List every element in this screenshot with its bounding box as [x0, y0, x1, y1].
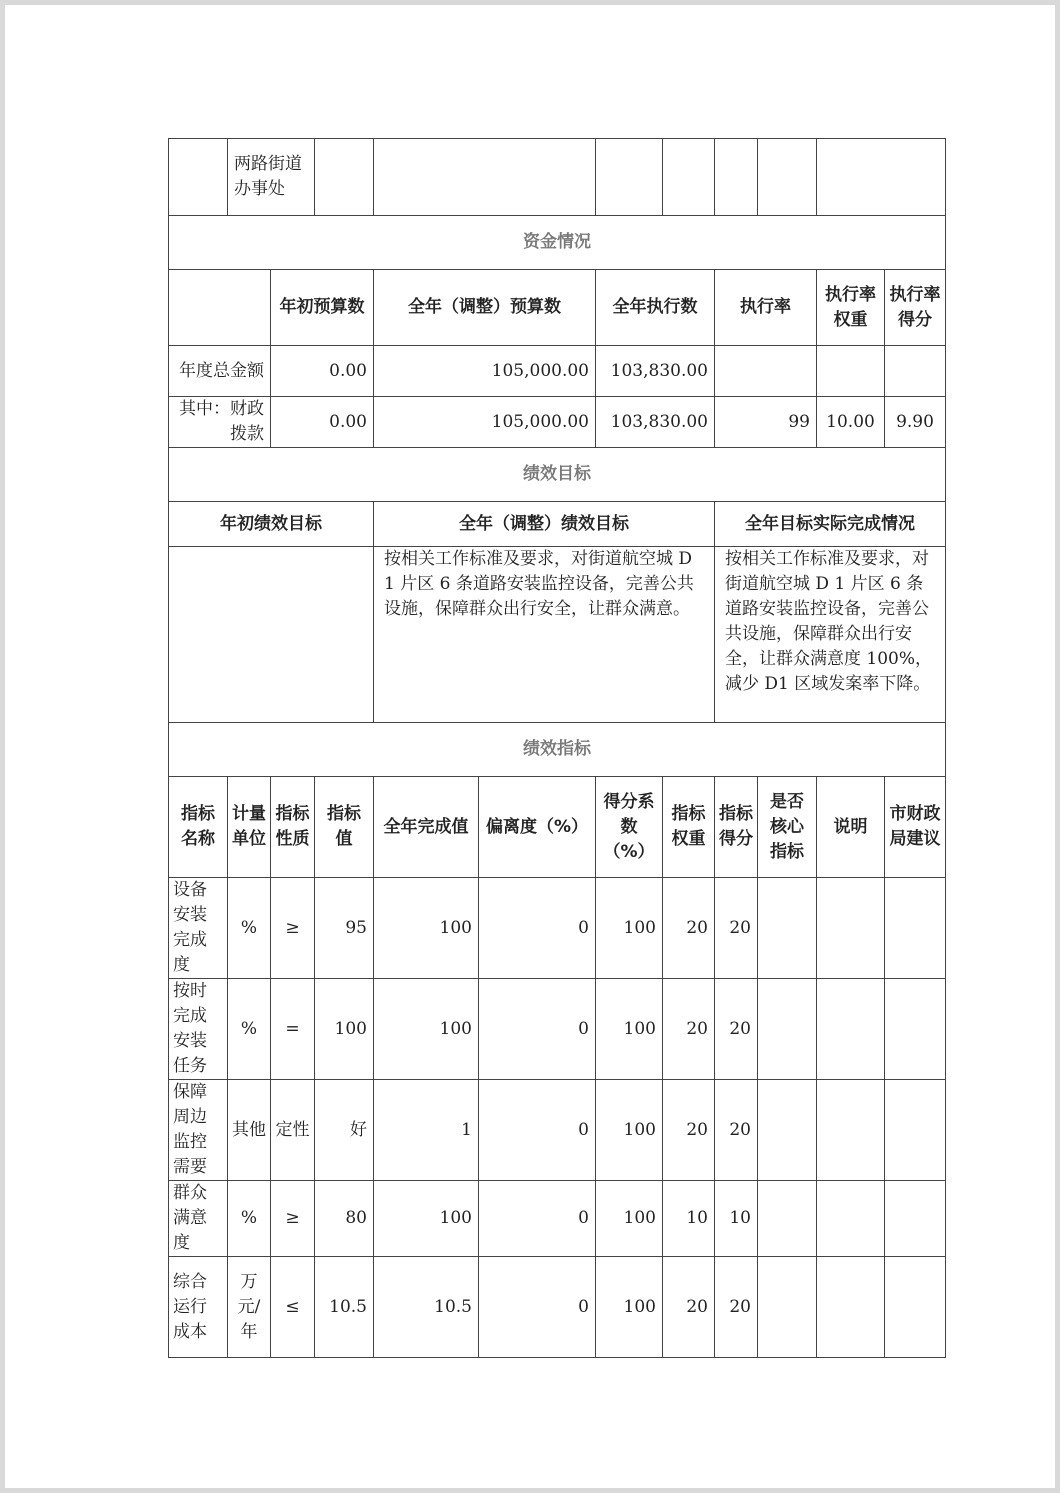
funds-row-label: 年度总金额 [169, 346, 271, 397]
funds-header-rate: 执行率 [715, 270, 817, 346]
ind-header-note: 说明 [817, 777, 885, 878]
goals-section-title: 绩效目标 [169, 448, 946, 502]
funds-row: 其中：财政拨款 0.00 105,000.00 103,830.00 99 10.00 9.90 [169, 397, 946, 448]
ind-header-unit: 计量单位 [228, 777, 271, 878]
ind-header-target: 指标值 [315, 777, 374, 878]
ind-header-actual: 全年完成值 [374, 777, 479, 878]
indicators-header-row [169, 777, 946, 878]
goals-header-row [169, 502, 946, 547]
indicator-row: 保障周边监控需要 其他 定性 好 1 0 100 20 20 [169, 1080, 946, 1181]
ind-header-advice: 市财政局建议 [885, 777, 946, 878]
funds-section-title: 资金情况 [169, 216, 946, 270]
ind-name: 群众满意度 [169, 1181, 228, 1257]
ind-header-nature: 指标性质 [271, 777, 315, 878]
goals-initial-text [169, 547, 374, 723]
goals-header-actual: 全年目标实际完成情况 [715, 502, 946, 547]
funds-header-score: 执行率得分 [885, 270, 946, 346]
ind-header-coef: 得分系数（%） [596, 777, 663, 878]
funds-header-executed: 全年执行数 [596, 270, 715, 346]
ind-header-weight: 指标权重 [663, 777, 715, 878]
funds-header-weight: 执行率权重 [817, 270, 885, 346]
top-row [169, 139, 946, 216]
funds-row-label: 其中：财政拨款 [169, 397, 271, 448]
indicator-row: 按时完成安装任务 % = 100 100 0 100 20 20 [169, 979, 946, 1080]
ind-name: 按时完成安装任务 [169, 979, 228, 1080]
ind-name: 保障周边监控需要 [169, 1080, 228, 1181]
indicator-row: 群众满意度 % ≥ 80 100 0 100 10 10 [169, 1181, 946, 1257]
goals-adjusted-text: 按相关工作标准及要求，对街道航空城 D 1 片区 6 条道路安装监控设备，完善公共设施，保障群众出行安全，让群众满意。 [374, 547, 715, 723]
indicator-row: 设备安装完成度 % ≥ 95 100 0 100 20 20 [169, 878, 946, 979]
funds-row: 年度总金额 0.00 105,000.00 103,830.00 [169, 346, 946, 397]
ind-header-core: 是否核心指标 [758, 777, 817, 878]
indicators-section-title: 绩效指标 [169, 723, 946, 777]
ind-header-score: 指标得分 [715, 777, 758, 878]
document-page [5, 5, 1055, 1488]
ind-name: 综合运行成本 [169, 1257, 228, 1358]
ind-header-name: 指标名称 [169, 777, 228, 878]
ind-header-deviation: 偏离度（%） [479, 777, 596, 878]
top-row-label: 两路街道办事处 [228, 139, 315, 216]
goals-header-adjusted: 全年（调整）绩效目标 [374, 502, 715, 547]
goals-header-initial: 年初绩效目标 [169, 502, 374, 547]
funds-header-initial: 年初预算数 [271, 270, 374, 346]
goals-content-row [169, 547, 946, 723]
goals-actual-text: 按相关工作标准及要求，对街道航空城 D 1 片区 6 条道路安装监控设备，完善公共设施，保障群众出行安全，让群众满意度 100%，减少 D1 区域发案率下降。 [715, 547, 946, 723]
indicator-row: 综合运行成本 万元/年 ≤ 10.5 10.5 0 100 20 20 [169, 1257, 946, 1358]
funds-header-row [169, 270, 946, 346]
ind-name: 设备安装完成度 [169, 878, 228, 979]
performance-table [168, 138, 946, 1358]
funds-header-adjusted: 全年（调整）预算数 [374, 270, 596, 346]
